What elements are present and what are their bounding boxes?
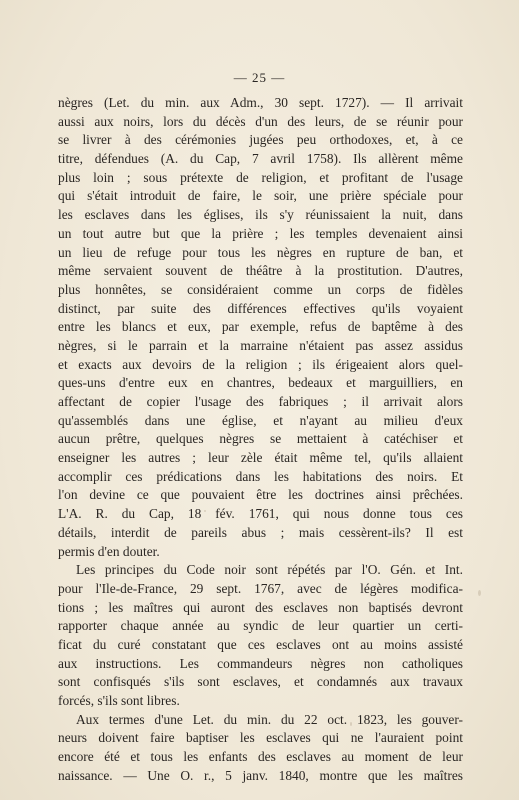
text-line: aussi aux noirs, lors du décès d'un des leurs, de se réunir pour [58, 113, 463, 129]
text-line: tions ; les maîtres qui auront des esclaves non baptisés devront [58, 599, 463, 615]
text-line: nègres, si le parrain et la marraine n'étaient pas assez assidus [58, 337, 463, 353]
text-line: plus loin ; sous prétexte de religion, et profitant de l'usage [58, 169, 463, 185]
paper-spot [478, 590, 481, 596]
text-line: sont confisqués s'ils sont esclaves, et condamnés aux travaux [58, 674, 463, 690]
text-line: rapporter chaque année au syndic de leur quartier un certi- [58, 618, 463, 634]
text-line: neurs doivent faire baptiser les esclaves qui ne l'auraient point [58, 730, 463, 746]
text-line: plus honnêtes, se considéraient comme un corps de fidèles [58, 281, 463, 297]
text-line: nègres (Let. du min. aux Adm., 30 sept. 1727). — Il arrivait [58, 95, 463, 110]
text-line: un tout autre but que la prière ; les temples devenaient ainsi [58, 225, 463, 241]
text-line: titre, défendues (A. du Cap, 7 avril 1758). Ils allèrent même [58, 151, 463, 167]
text-line: ques-uns d'entre eux en chantres, bedeaux et marguilliers, en [58, 375, 463, 391]
text-line: Les principes du Code noir sont répétés par l'O. Gén. et Int. [76, 562, 463, 578]
text-line: entre les blancs et eux, par exemple, refus de baptême à des [58, 319, 463, 335]
text-line: détails, interdit de pareils abus ; mais cessèrent-ils? Il est [58, 524, 463, 540]
text-line: accomplir ces prédications dans les habitations des noirs. Et [58, 468, 463, 484]
text-line: se livrer à des cérémonies jugées peu orthodoxes, et, à ce [58, 132, 463, 148]
text-line: forcés, s'ils sont libres. [58, 693, 180, 708]
text-line: aucun prêtre, quelques nègres se mettaient à catéchiser et [58, 431, 463, 447]
text-line: pour l'Ile-de-France, 29 sept. 1767, avec de légères modifica- [58, 580, 463, 596]
text-line: encore été et tous les enfants des esclaves au moment de leur [58, 749, 463, 765]
text-line: et exacts aux devoirs de la religion ; ils érigeaient alors quel- [58, 356, 463, 372]
text-line: même servaient souvent de théâtre à la prostitution. D'autres, [58, 263, 463, 279]
text-line: L'A. R. du Cap, 18 fév. 1761, qui nous donne tous ces [58, 506, 463, 522]
text-line: distinct, par suite des différences effectives qu'ils voyaient [58, 300, 463, 316]
text-line: aux instructions. Les commandeurs nègres non catholiques [58, 655, 463, 671]
text-line: enseigner les autres ; leur zèle était même tel, qu'ils allaient [58, 450, 463, 466]
text-line: affectant de copier l'usage des fabriques ; il arrivait alors [58, 394, 463, 409]
text-line: les esclaves dans les églises, ils s'y réunissaient la nuit, dans [58, 207, 463, 223]
text-line: un lieu de refuge pour tous les nègres en rupture de ban, et [58, 244, 463, 260]
text-line: ficat du curé constatant que ces esclaves ont au moins assisté [58, 636, 463, 652]
text-line: qui s'était introduit de faire, le soir, une prière spéciale pour [58, 188, 463, 204]
page-number: — 25 — [233, 70, 286, 85]
body-text [58, 94, 463, 785]
text-line: naissance. — Une O. r., 5 janv. 1840, montre que les maîtres [58, 767, 463, 783]
text-line: l'on devine ce que pouvaient être les doctrines ainsi prêchées. [58, 487, 463, 503]
text-line: permis d'en douter. [58, 543, 160, 559]
text-line: qu'assemblés dans une église, et n'ayant au milieu d'eux [58, 412, 463, 428]
text-line: Aux termes d'une Let. du min. du 22 oct. 1823, les gouver- [76, 711, 463, 727]
